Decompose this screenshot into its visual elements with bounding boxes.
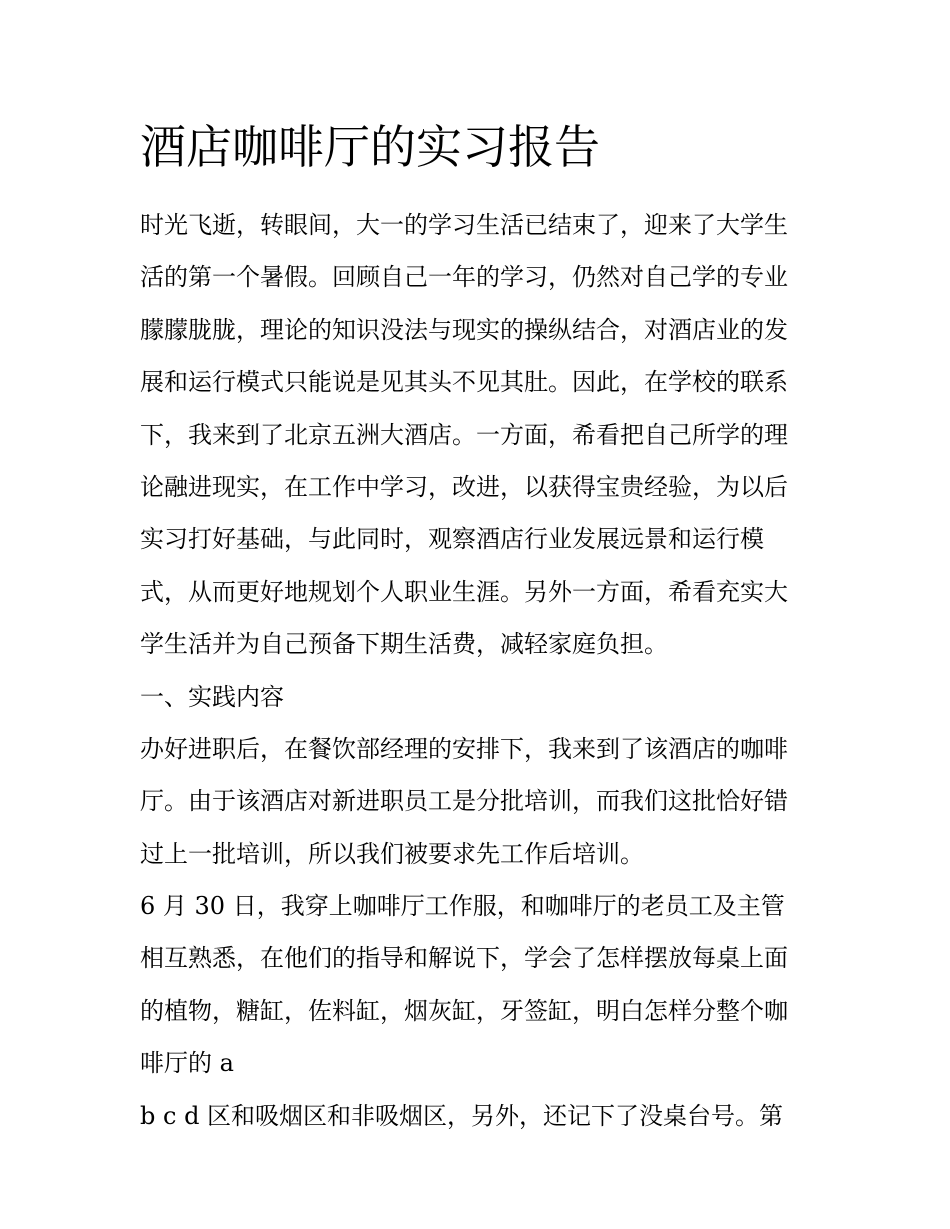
section-heading-practice-content: 一、实践内容 [140, 682, 284, 711]
body-line-9: 学生活并为自己预备下期生活费，减轻家庭负担。 [140, 630, 668, 659]
body-line-4: 展和运行模式只能说是见其头不见其肚。因此，在学校的联系 [140, 368, 788, 397]
body-line-7: 实习打好基础，与此同时，观察酒店行业发展远景和运行模 [140, 525, 764, 554]
body-line-2: 活的第一个暑假。回顾自己一年的学习，仍然对自己学的专业 [140, 263, 788, 292]
body-line-5: 下，我来到了北京五洲大酒店。一方面，希看把自己所学的理 [140, 420, 788, 449]
body-line-17: 啡厅的 a [140, 1049, 234, 1078]
body-line-12: 厅。由于该酒店对新进职员工是分批培训，而我们这批恰好错 [140, 787, 788, 816]
body-line-18: b c d 区和吸烟区和非吸烟区，另外，还记下了没桌台号。第 [140, 1101, 784, 1130]
body-line-6: 论融进现实，在工作中学习，改进，以获得宝贵经验，为以后 [140, 472, 788, 501]
body-line-14: 6 月 30 日，我穿上咖啡厅工作服，和咖啡厅的老员工及主管 [140, 892, 785, 921]
body-line-3: 朦朦胧胧，理论的知识没法与现实的操纵结合，对酒店业的发 [140, 315, 788, 344]
document-body [140, 199, 830, 1142]
body-line-16: 的植物，糖缸，佐料缸，烟灰缸，牙签缸，明白怎样分整个咖 [140, 996, 788, 1025]
body-line-13: 过上一批培训，所以我们被要求先工作后培训。 [140, 839, 644, 868]
document-title: 酒店咖啡厅的实习报告 [140, 120, 600, 174]
body-line-1: 时光飞逝，转眼间，大一的学习生活已结束了，迎来了大学生 [140, 211, 788, 239]
body-line-11: 办好进职后，在餐饮部经理的安排下，我来到了该酒店的咖啡 [140, 734, 788, 763]
body-line-8: 式，从而更好地规划个人职业生涯。另外一方面，希看充实大 [140, 577, 788, 606]
body-line-15: 相互熟悉，在他们的指导和解说下，学会了怎样摆放每桌上面 [140, 944, 788, 973]
